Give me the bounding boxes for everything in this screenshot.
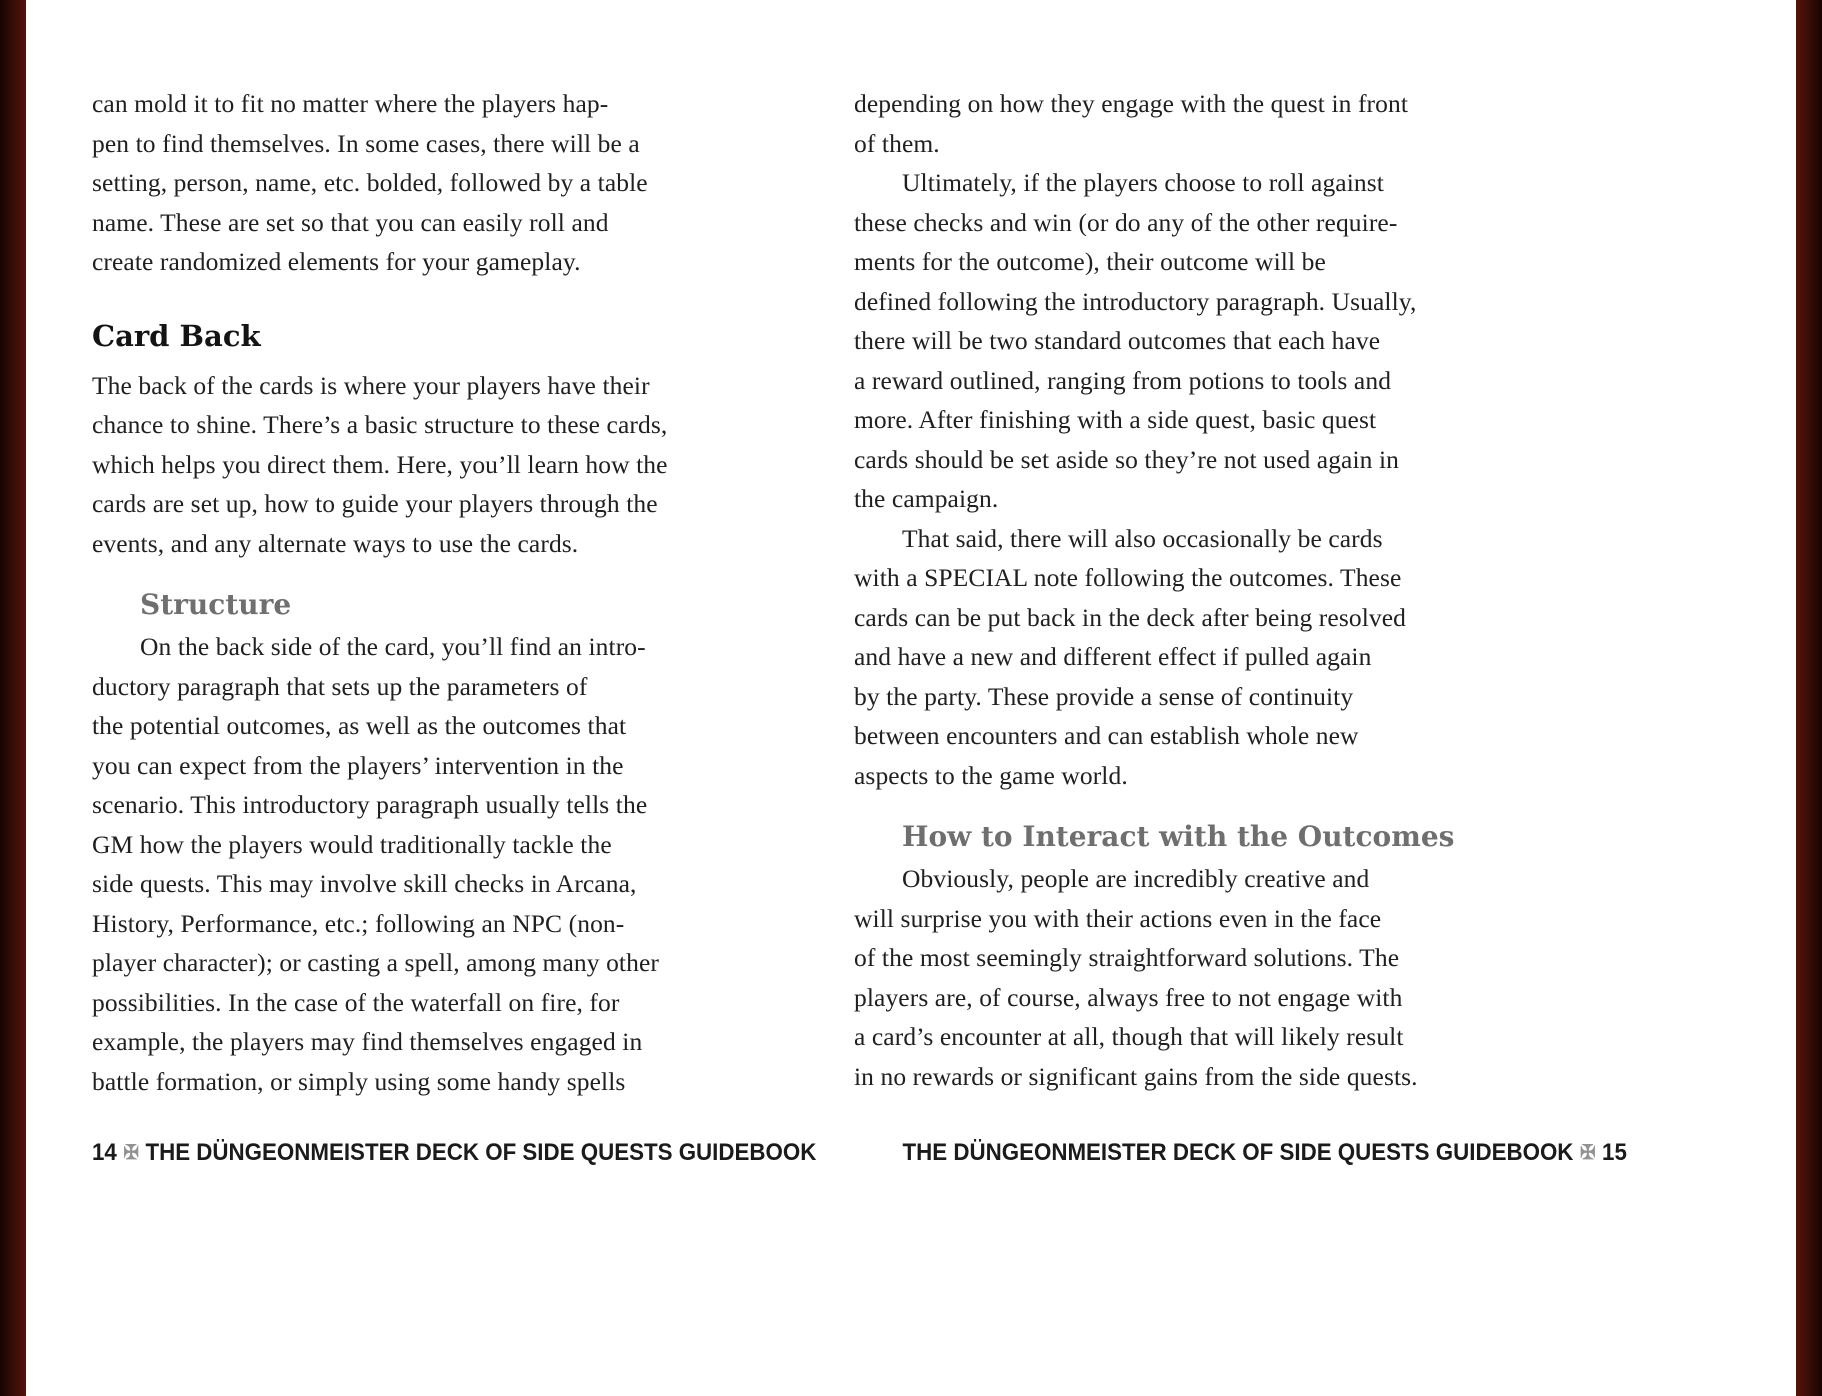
text-line: Obviously, people are incredibly creative and	[902, 864, 1370, 893]
text-line: On the back side of the card, you’ll find an intro-	[140, 632, 646, 661]
text-line: and have a new and different effect if pulled again	[854, 642, 1372, 671]
text-line: a reward outlined, ranging from potions to tools and	[854, 365, 1392, 395]
left-page-text-column	[92, 84, 720, 1101]
text-line: aspects to the game world.	[854, 760, 1128, 790]
subsection-heading: How to Interact with the Outcomes	[902, 820, 1455, 853]
text-line: in no rewards or significant gains from the side quests.	[854, 1061, 1418, 1091]
text-line: cards should be set aside so they’re not used again in	[854, 444, 1400, 474]
text-line: name. These are set so that you can easily roll and	[92, 207, 609, 237]
text-line: will surprise you with their actions even in the face	[854, 903, 1382, 933]
text-line: setting, person, name, etc. bolded, followed by a table	[92, 168, 648, 197]
text-line: events, and any alternate ways to use the cards.	[92, 528, 579, 558]
page-number: 14	[92, 1139, 117, 1166]
left-page-footer	[92, 1138, 817, 1168]
text-line: depending on how they engage with the quest in front	[854, 89, 1409, 118]
book-title: THE DÜNGEONMEISTER DECK OF SIDE QUESTS GUIDEBOOK	[902, 1139, 1574, 1166]
paragraph	[854, 519, 1482, 796]
left-edge-bar	[0, 0, 26, 1396]
text-line: create randomized elements for your gameplay.	[92, 247, 581, 276]
text-line: chance to shine. There’s a basic structure to these cards,	[92, 410, 668, 439]
text-line: the potential outcomes, as well as the outcomes that	[92, 711, 627, 740]
text-line: defined following the introductory paragraph. Usually,	[854, 286, 1417, 316]
book-title: THE DÜNGEONMEISTER DECK OF SIDE QUESTS GUIDEBOOK	[145, 1139, 817, 1166]
text-line: ductory paragraph that sets up the parameters of	[92, 671, 588, 701]
paragraph	[92, 84, 720, 282]
text-line: more. After finishing with a side quest, basic quest	[854, 405, 1377, 434]
page-number: 15	[1602, 1139, 1627, 1166]
text-line: there will be two standard outcomes that each have	[854, 326, 1381, 355]
text-line: scenario. This introductory paragraph usually tells the	[92, 790, 648, 819]
text-line: battle formation, or simply using some handy spells	[92, 1066, 626, 1096]
text-line: player character); or casting a spell, among many other	[92, 948, 659, 977]
text-line: of the most seemingly straightforward solutions. The	[854, 943, 1400, 972]
paragraph	[92, 627, 720, 1101]
text-line: which helps you direct them. Here, you’ll learn how the	[92, 449, 668, 479]
right-page-text-column	[854, 84, 1482, 1096]
section-heading: Card Back	[92, 318, 261, 353]
text-line: cards are set up, how to guide your players through the	[92, 489, 658, 518]
right-page-footer	[848, 1138, 1627, 1168]
text-line: a card’s encounter at all, though that will likely result	[854, 1022, 1404, 1051]
text-line: can mold it to fit no matter where the players hap-	[92, 89, 609, 118]
maltese-cross-icon: ✠	[1579, 1142, 1596, 1164]
maltese-cross-icon: ✠	[123, 1142, 139, 1164]
text-line: possibilities. In the case of the waterfall on fire, for	[92, 987, 620, 1017]
text-line: example, the players may find themselves engaged in	[92, 1027, 643, 1056]
paragraph	[92, 366, 720, 564]
text-line: Ultimately, if the players choose to roll against	[902, 168, 1384, 197]
text-line: That said, there will also occasionally be cards	[902, 523, 1383, 553]
text-line: cards can be put back in the deck after being resolved	[854, 602, 1406, 632]
text-line: side quests. This may involve skill checks in Arcana,	[92, 869, 637, 898]
subsection-heading: Structure	[140, 588, 292, 621]
right-edge-bar	[1796, 0, 1822, 1396]
text-line: The back of the cards is where your players have their	[92, 370, 650, 400]
text-line: pen to find themselves. In some cases, there will be a	[92, 128, 640, 158]
paragraph	[854, 84, 1482, 163]
text-line: these checks and win (or do any of the other require-	[854, 207, 1398, 237]
paragraph	[854, 859, 1482, 1096]
text-line: GM how the players would traditionally tackle the	[92, 829, 612, 859]
text-line: players are, of course, always free to not engage with	[854, 982, 1403, 1012]
text-line: the campaign.	[854, 484, 999, 513]
text-line: ments for the outcome), their outcome will be	[854, 247, 1326, 276]
text-line: between encounters and can establish whole new	[854, 721, 1359, 750]
text-line: you can expect from the players’ intervention in the	[92, 750, 624, 780]
text-line: with a SPECIAL note following the outcomes. These	[854, 563, 1402, 592]
text-line: of them.	[854, 128, 940, 158]
text-line: History, Performance, etc.; following an NPC (non-	[92, 908, 625, 938]
text-line: by the party. These provide a sense of continuity	[854, 681, 1354, 711]
paragraph	[854, 163, 1482, 519]
